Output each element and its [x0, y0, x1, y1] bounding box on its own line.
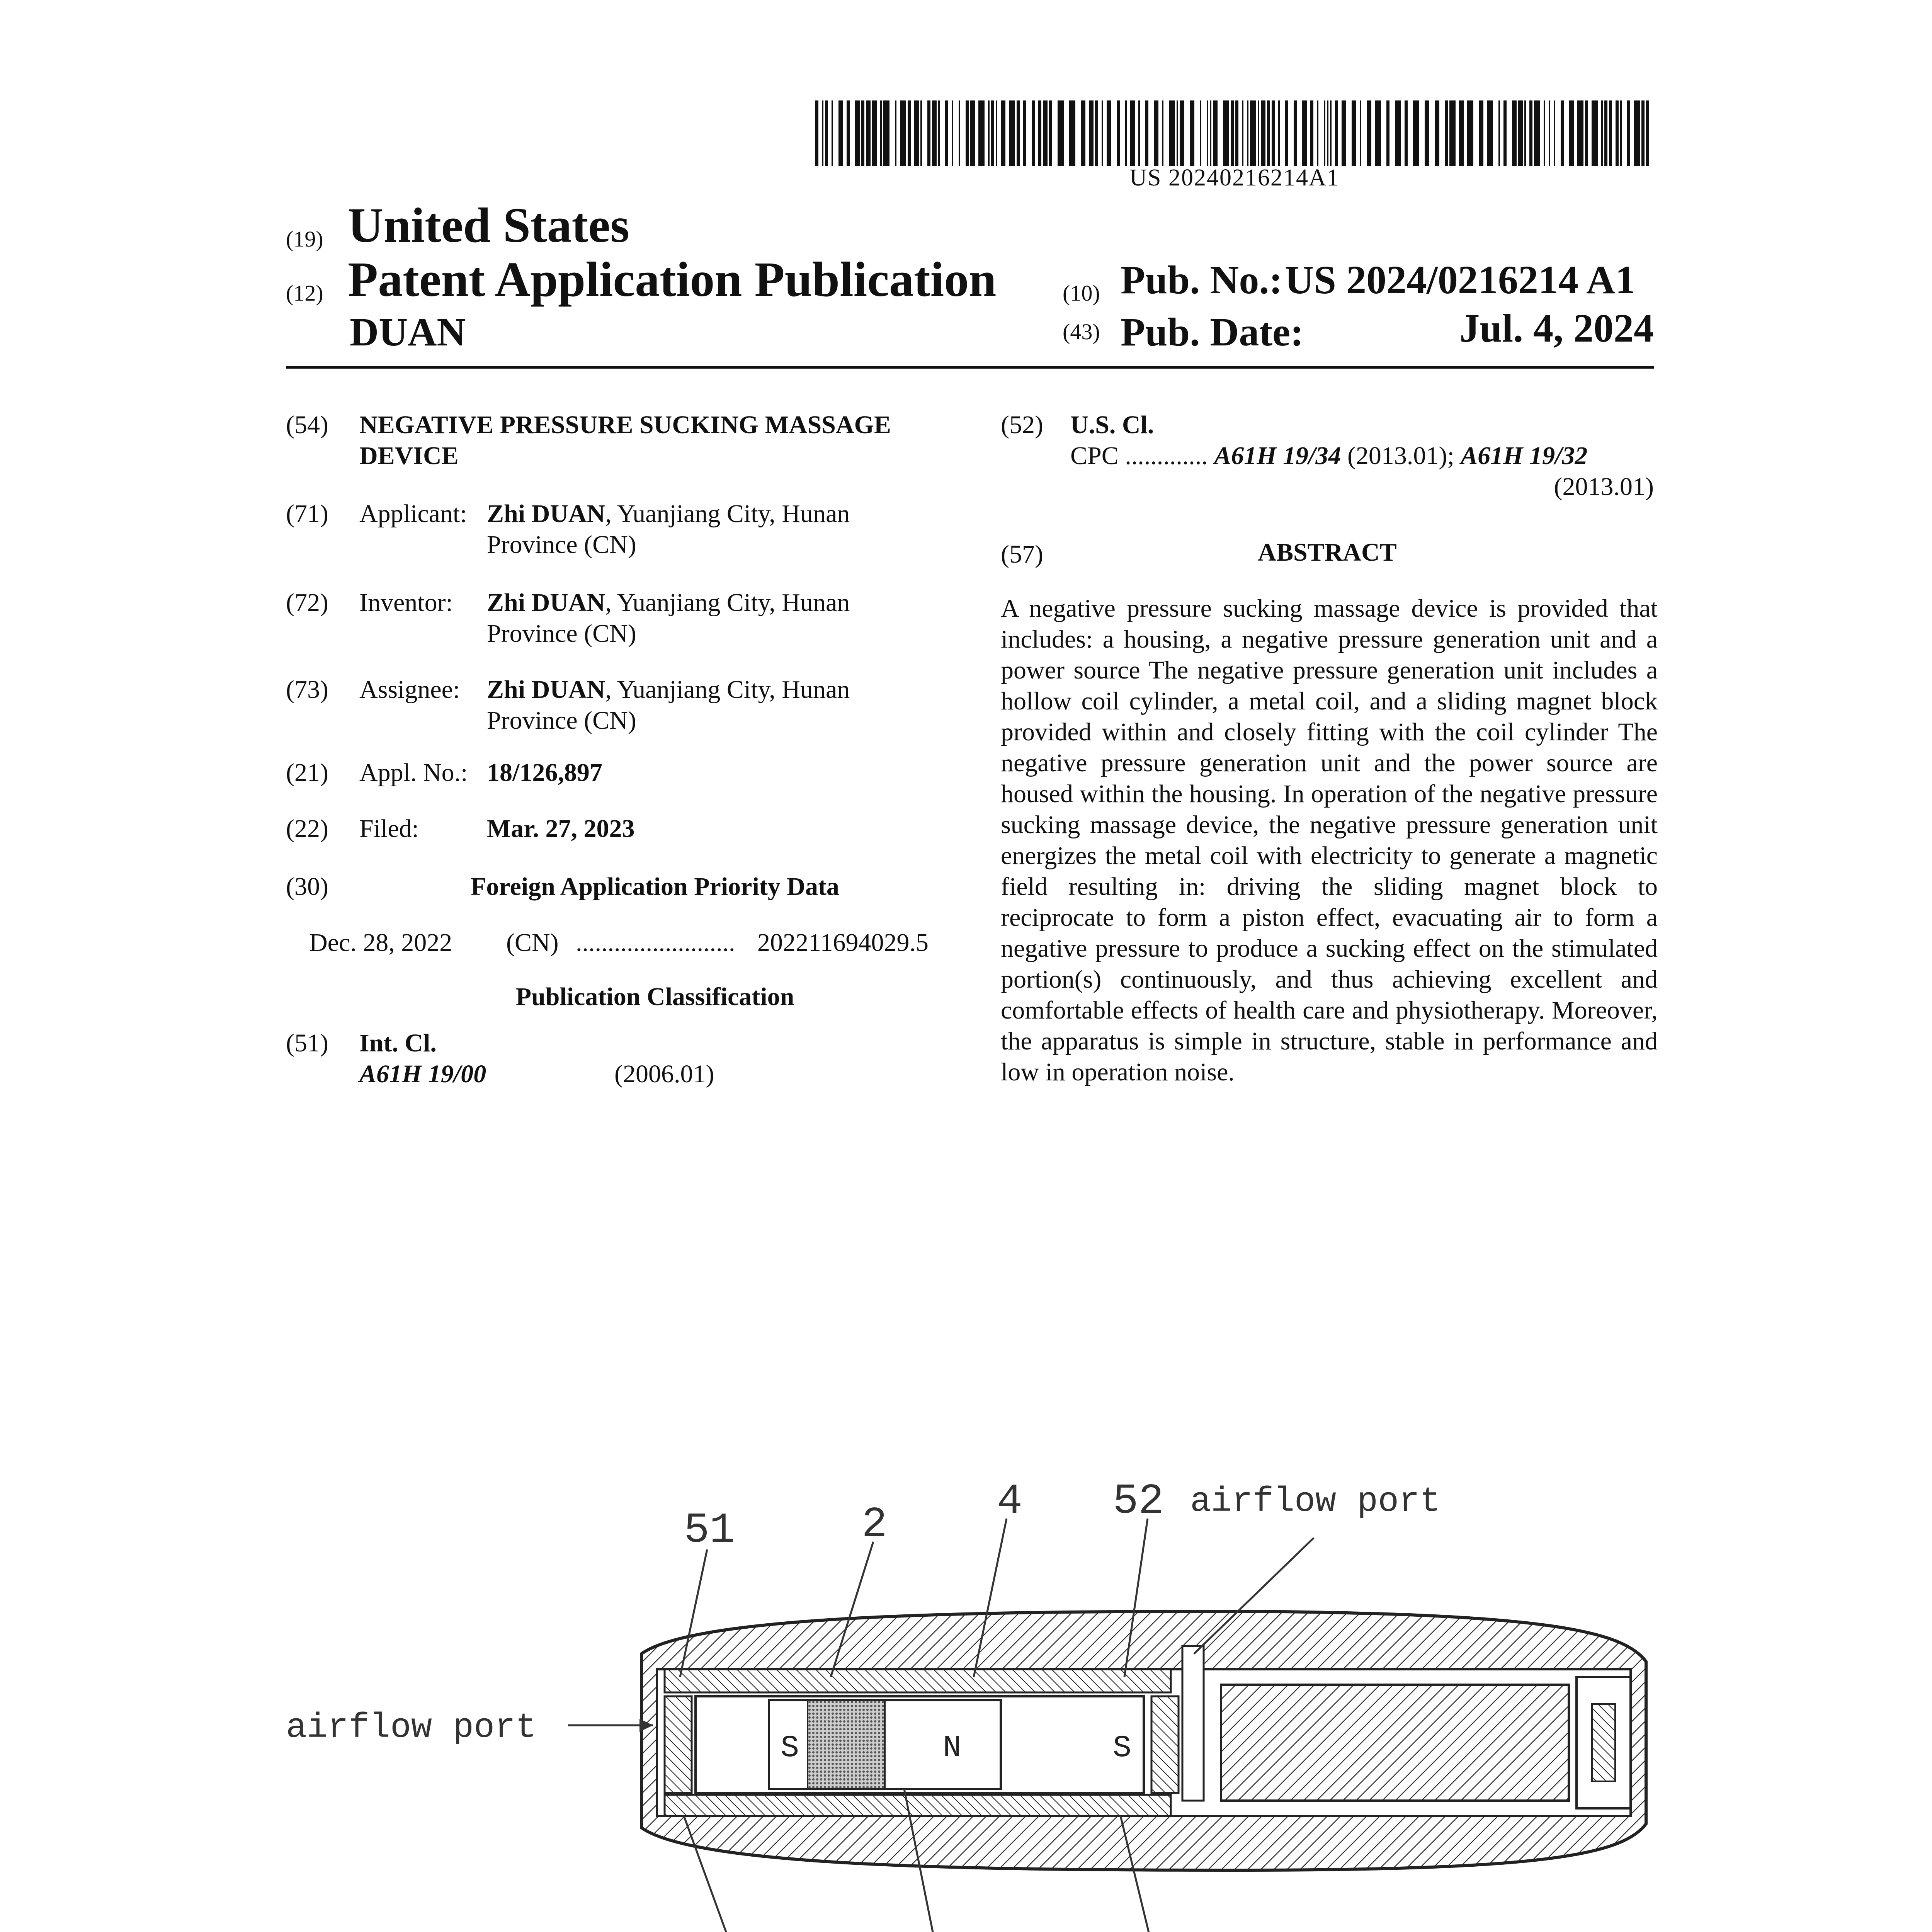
title-line-1: NEGATIVE PRESSURE SUCKING MASSAGE [359, 411, 891, 439]
ref-51: 51 [684, 1507, 735, 1555]
barcode-bar [1117, 100, 1120, 166]
barcode-bar [880, 100, 882, 166]
valve-51 [665, 1696, 692, 1793]
assignee-line-2: Province (CN) [487, 706, 636, 735]
barcode-bar [1154, 100, 1158, 166]
barcode-bar [1001, 100, 1005, 166]
foreign-code: (30) [286, 872, 328, 901]
ref-2: 2 [862, 1501, 888, 1549]
inventor-line-1 [487, 587, 850, 618]
barcode-bar [1386, 100, 1389, 166]
barcode-bar [1177, 100, 1178, 166]
barcode-bar [1585, 100, 1588, 166]
barcode-bar [920, 100, 922, 166]
barcode-number: US 20240216214A1 [1129, 165, 1340, 191]
barcode-bar [1145, 100, 1148, 166]
inventor-code: (72) [286, 588, 328, 617]
assignee-name: Zhi DUAN [487, 675, 605, 704]
metal-coil-31 [808, 1700, 885, 1789]
barcode-bar [908, 100, 911, 166]
barcode-bar [1445, 100, 1448, 166]
barcode-bar [1435, 100, 1439, 166]
barcode-bar [900, 100, 906, 166]
filed-code: (22) [286, 815, 328, 843]
barcode-bar [1616, 100, 1619, 166]
valve-52 [1151, 1696, 1179, 1793]
barcode-bar [1223, 100, 1229, 166]
barcode-bar [978, 100, 985, 166]
barcode-bar [855, 100, 860, 166]
barcode-bar [1561, 100, 1564, 166]
pub-date-code: (43) [1063, 319, 1100, 344]
barcode-bar [1512, 100, 1517, 166]
barcode-bar [1503, 100, 1507, 166]
barcode-bar [861, 100, 864, 166]
barcode-bar [927, 100, 930, 166]
coil-cylinder [665, 1669, 1171, 1692]
airflow-port-top: airflow port [1190, 1482, 1441, 1522]
barcode-bar [1089, 100, 1094, 166]
barcode-bar [991, 100, 994, 166]
cpc-line [1070, 440, 1587, 471]
assignee-code: (73) [286, 675, 328, 704]
applicant-location: , Yuanjiang City, Hunan [605, 500, 850, 528]
barcode-bar [1601, 100, 1603, 166]
barcode-bar [938, 100, 940, 166]
barcode-bar [1009, 100, 1015, 166]
barcode-bar [1367, 100, 1371, 166]
assignee-line-1 [487, 674, 850, 705]
barcode-bar [1095, 100, 1098, 166]
priority-date: Dec. 28, 2022 [309, 929, 452, 957]
barcode-bar [1023, 100, 1026, 166]
barcode-bar [832, 100, 833, 166]
publication-classification-heading: Publication Classification [515, 983, 794, 1011]
applicant-line-1 [487, 498, 850, 529]
barcode-bar [1235, 100, 1238, 166]
cpc-leader-dots: ............. [1125, 442, 1208, 470]
barcode-bar [1327, 100, 1328, 166]
barcode-bar [1405, 100, 1408, 166]
inventor-name: Zhi DUAN [487, 588, 605, 617]
barcode-bar [1302, 100, 1307, 166]
header-rule [286, 366, 1654, 369]
barcode-bar [1250, 100, 1256, 166]
barcode-bar [1258, 100, 1259, 166]
publication-type-code: (12) [286, 281, 323, 306]
barcode-bar [1317, 100, 1318, 166]
barcode-bar [1413, 100, 1419, 166]
barcode-bar [1375, 100, 1381, 166]
barcode-bar [1190, 100, 1194, 166]
abstract-text: A negative pressure sucking massage device is provided that includes: a housing, a negative pressure generation unit and a power source The negative pressure generation unit includes a hollow coil cylinder, a metal coil, and a sliding magnet block provided within and closely fitting with the coil cylinder The negative pressure generation unit and the power source are housed within the housing. In operation of the negative pressure sucking massage device, the negative pressure generation unit energizes the metal coil with electricity to generate a magnetic field resulting in: driving the sliding magnet block to reciprocate to form a piston effect, evacuating air to form a negative pressure to produce a sucking effect on the stimulated portion(s) continuously, and thus achieving excellent and comfortable effects of health care and physiotherapy. Moreover, the apparatus is simple in structure, stable in performance and low in operation noise. [1001, 594, 1658, 1086]
barcode-bar [1058, 100, 1064, 166]
cpc-label: CPC [1070, 442, 1119, 470]
country-name: United States [348, 198, 629, 253]
barcode-bar [1213, 100, 1218, 166]
barcode-bar [1498, 100, 1500, 166]
inventor-short: DUAN [350, 310, 466, 354]
barcode-bar [1038, 100, 1041, 166]
assignee-label: Assignee: [359, 675, 460, 704]
applicant-label: Applicant: [359, 500, 467, 528]
barcode-bar [1278, 100, 1280, 166]
assignee-location: , Yuanjiang City, Hunan [605, 675, 850, 704]
airflow-port-left: airflow port [286, 1708, 537, 1748]
barcode-bar [1646, 100, 1649, 166]
barcode-bar [825, 100, 828, 166]
applicant-code: (71) [286, 500, 328, 528]
pub-no-label: Pub. No.: [1121, 258, 1282, 302]
barcode-bar [1487, 100, 1493, 166]
barcode-bar [815, 100, 818, 166]
foreign-priority-heading: Foreign Application Priority Data [471, 872, 839, 901]
country-code: (19) [286, 226, 323, 252]
intcl-class: A61H 19/00 [359, 1060, 486, 1088]
uscl-label: U.S. Cl. [1070, 411, 1154, 439]
filed-label: Filed: [359, 815, 419, 843]
cpc-year-2: (2013.01) [1554, 473, 1654, 501]
barcode-bar [1549, 100, 1550, 166]
barcode-bar [1294, 100, 1297, 166]
barcode-bar [1032, 100, 1035, 166]
barcode-bar [1609, 100, 1612, 166]
power-source [1221, 1685, 1569, 1801]
inventor-label: Inventor: [359, 588, 453, 617]
barcode-bar [1479, 100, 1483, 166]
barcode-bar [1242, 100, 1243, 166]
end-button [1592, 1704, 1615, 1781]
barcode-bar [996, 100, 997, 166]
uscl-code: (52) [1001, 411, 1043, 439]
barcode-bar [1049, 100, 1052, 166]
barcode-bar [1518, 100, 1523, 166]
barcode-bar [1425, 100, 1429, 166]
barcode-bar [1200, 100, 1201, 166]
cpc-year-1: (2013.01); [1347, 442, 1454, 470]
inventor-line-2: Province (CN) [487, 619, 636, 648]
title-line-2: DEVICE [359, 442, 459, 470]
magnet-n: N [943, 1731, 962, 1766]
barcode-bar [1449, 100, 1456, 166]
barcode-bar [932, 100, 937, 166]
barcode-bar [1272, 100, 1275, 166]
intcl-code: (51) [286, 1029, 328, 1057]
airflow-channel [1182, 1646, 1204, 1801]
barcode-bar [1138, 100, 1140, 166]
barcode-bar [1125, 100, 1127, 166]
cpc-class-2: A61H 19/32 [1461, 442, 1588, 470]
barcode-bar [1081, 100, 1085, 166]
priority-leader-dots: ......................... [576, 929, 735, 957]
barcode-bar [822, 100, 823, 166]
abstract-heading: ABSTRACT [1258, 538, 1397, 566]
barcode-bar [1620, 100, 1622, 166]
barcode-bar [952, 100, 953, 166]
barcode-bar [1285, 100, 1288, 166]
barcode-bar [1017, 100, 1020, 166]
barcode-bar [847, 100, 850, 166]
barcode-bar [1169, 100, 1175, 166]
barcode-bar [1352, 100, 1356, 166]
title-code: (54) [286, 411, 328, 439]
barcode-bar [945, 100, 948, 166]
ref-52: 52 [1113, 1478, 1164, 1526]
barcode-bar [1524, 100, 1526, 166]
barcode-bar [1529, 100, 1532, 166]
applicant-line-2: Province (CN) [487, 531, 636, 559]
barcode-bar [1324, 100, 1325, 166]
barcode-bar [988, 100, 990, 166]
barcode-bar [1459, 100, 1464, 166]
filed-date: Mar. 27, 2023 [487, 815, 635, 843]
coil-cylinder-bottom [665, 1795, 1171, 1816]
barcode-bar [1261, 100, 1265, 166]
barcode-bar [1534, 100, 1540, 166]
barcode-bar [1342, 100, 1346, 166]
barcode-bar [1627, 100, 1630, 166]
barcode-bar [1210, 100, 1211, 166]
barcode-bar [1335, 100, 1338, 166]
ref-4: 4 [997, 1478, 1023, 1526]
intcl-year: (2006.01) [614, 1060, 714, 1088]
priority-country: (CN) [506, 929, 559, 957]
barcode-bar [1554, 100, 1555, 166]
pub-date: Jul. 4, 2024 [1459, 306, 1654, 350]
barcode-bar [1395, 100, 1401, 166]
barcode-bar [1162, 100, 1163, 166]
barcode-bar [1069, 100, 1075, 166]
barcode-bar [1360, 100, 1361, 166]
intcl-label: Int. Cl. [359, 1029, 437, 1057]
appl-number: 18/126,897 [487, 759, 602, 787]
appl-code: (21) [286, 759, 328, 787]
barcode-bar [914, 100, 919, 166]
barcode-bar [1231, 100, 1234, 166]
pub-date-label: Pub. Date: [1121, 310, 1304, 354]
barcode-bar [970, 100, 975, 166]
barcode [815, 100, 1654, 166]
barcode-bar [1467, 100, 1473, 166]
publication-type: Patent Application Publication [348, 252, 997, 307]
barcode-bar [895, 100, 896, 166]
barcode-bar [1592, 100, 1598, 166]
barcode-bar [883, 100, 889, 166]
barcode-bar [1207, 100, 1208, 166]
barcode-bar [872, 100, 877, 166]
applicant-name: Zhi DUAN [487, 500, 605, 528]
barcode-bar [1267, 100, 1270, 166]
barcode-bar [1102, 100, 1103, 166]
patent-drawing [270, 1430, 1700, 1932]
barcode-bar [1569, 100, 1574, 166]
barcode-bar [1107, 100, 1111, 166]
barcode-bar [1043, 100, 1048, 166]
barcode-bar [1641, 100, 1645, 166]
cpc-class-1: A61H 19/34 [1214, 442, 1341, 470]
barcode-bar [866, 100, 871, 166]
appl-label: Appl. No.: [359, 759, 468, 787]
magnet-s-right: S [1113, 1731, 1132, 1766]
barcode-bar [1330, 100, 1332, 166]
barcode-bar [1604, 100, 1607, 166]
barcode-bar [966, 100, 969, 166]
pub-no: US 2024/0216214 A1 [1285, 258, 1636, 302]
barcode-bar [1544, 100, 1545, 166]
barcode-bar [1130, 100, 1135, 166]
inventor-location: , Yuanjiang City, Hunan [605, 588, 850, 617]
abstract-code: (57) [1001, 540, 1043, 568]
barcode-bar [959, 100, 960, 166]
magnet-s-left: S [781, 1731, 799, 1766]
barcode-bar [1634, 100, 1640, 166]
priority-number: 202211694029.5 [757, 929, 929, 957]
barcode-bar [1310, 100, 1313, 166]
barcode-bar [1577, 100, 1583, 166]
pub-no-code: (10) [1063, 281, 1100, 306]
barcode-bar [1247, 100, 1248, 166]
barcode-bar [1180, 100, 1184, 166]
barcode-bar [838, 100, 843, 166]
